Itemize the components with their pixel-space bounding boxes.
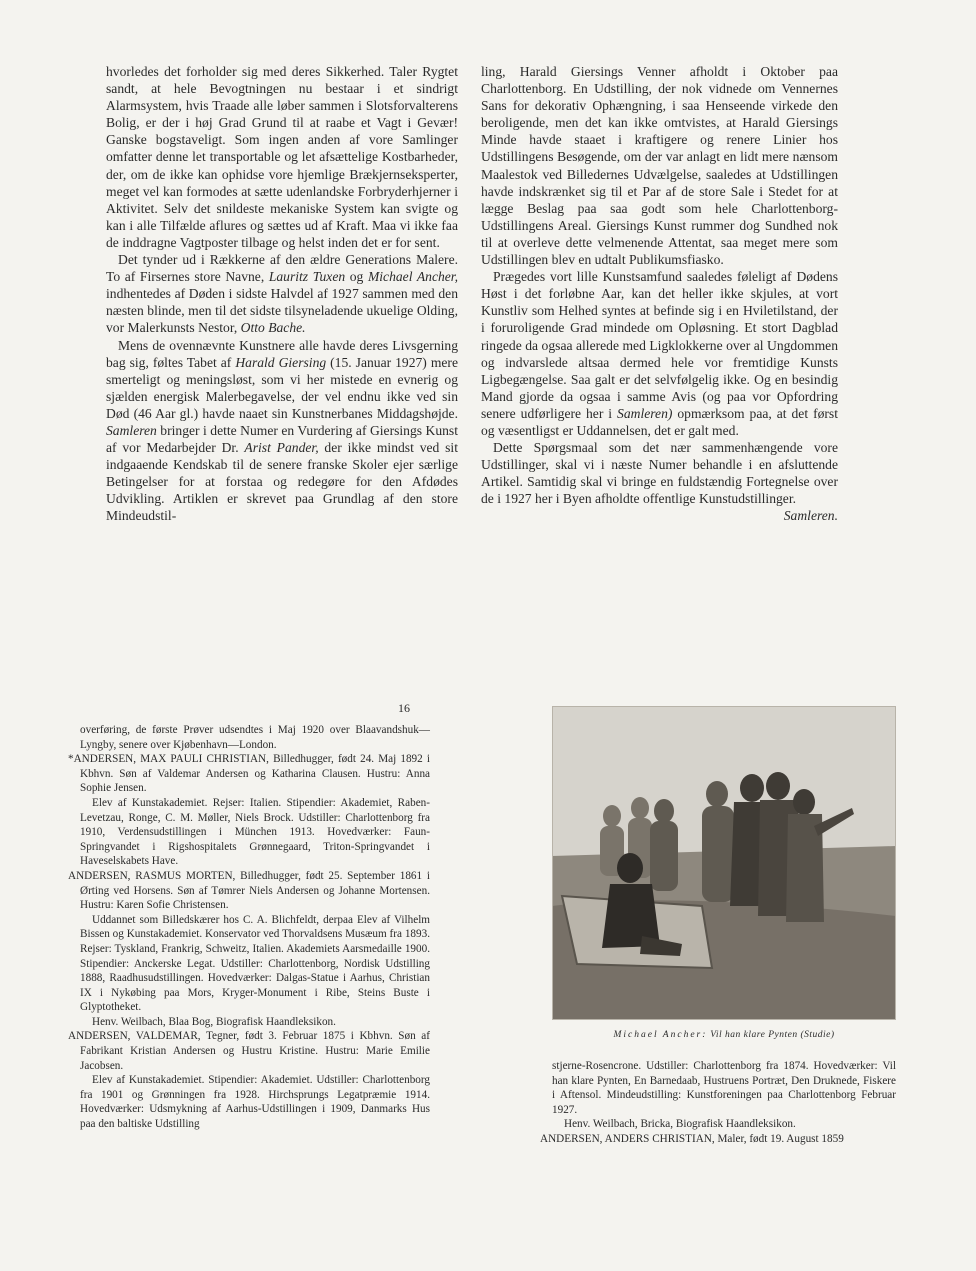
article-paragraph: Det tynder ud i Rækkerne af den ældre Generations Malere. To af Firsernes store Navne, Lauritz Tuxen og Michael Ancher, indhentedes af Døden i sidste Halvdel af 1927 sammen med den næsten blinde, men til det sidste tilsyneladende ukuelige Olding, vor Malerkunsts Nestor, Otto Bache. [106,252,458,336]
article-right-column [481,63,838,525]
painting-caption [552,1030,896,1040]
article-paragraph: Prægedes vort lille Kunstsamfund saaledes føleligt af Dødens Høst i det forløbne Aar, kan det heller ikke skjules, at vort Kunstliv som Helhed syntes at befinde sig i en Hviletilstand, der i foruroligende Grad mindede om Opløsning. Et stort Dagblad ringede da ogsaa allerede med Ligklokkerne over al Ungdommen og indvarslede altsaa dermed hele vor fremtidige Kunsts Ligbegængelse. Saa galt er det selvfølgelig ikke. Og en besindig Mand gjorde da ogsaa i samme Avis (og paa vor Opfordring senere udførligere her i Samleren) opmærksom paa, at det først og væsentligst er Uddannelsen, det er galt med. [481,269,838,438]
page-number: 16 [398,701,410,715]
signature: Samleren. [783,508,838,524]
bio-paragraph: Elev af Kunstakademiet. Stipendier: Akademiet. Udstiller: Charlottenborg fra 1901 og Grønningen fra 1928. Hirchsprungs Legatpræmie 1914. Hovedværker: Udsmykning af Aarhus-Udstillingen i 1909, Danmarks Hus paa den baltiske Udstilling [80,1074,430,1131]
bio-paragraph: overføring, de første Prøver udsendtes i Maj 1920 over Blaavandshuk—Lyngby, senere over Kjøbenhavn—London. [80,724,430,751]
bio-entry: ANDERSEN, VALDEMAR, Tegner, født 3. Februar 1875 i Kbhvn. Søn af Fabrikant Kristian Andersen og Hustru Kristine. Hustru: Marie Emilie Jacobsen. [68,1030,430,1072]
caption-artist: Michael Ancher: [613,1030,708,1040]
bio-entry: *ANDERSEN, MAX PAULI CHRISTIAN, Billedhugger, født 24. Maj 1892 i Kbhvn. Søn af Valdemar Andersen og Katharina Clausen. Hustru: Anna Sophie Jensen. [68,753,430,795]
article-paragraph: Mens de ovennævnte Kunstnere alle havde deres Livsgerning bag sig, føltes Tabet af Harald Giersing (15. Januar 1927) mere smerteligt og meningsløst, som vi her mistede en evnerig og sjælden energisk Malerbegavelse, der vel endnu ikke ved sin Død (46 Aar gl.) havde naaet sin Kunstnerbanes Middagshøjde. Samleren bringer i dette Numer en Vurdering af Giersings Kunst af vor Medarbejder Dr. Arist Pander, der ikke mindst ved sit indgaaende Kendskab til de senere franske Skoler ejer særlige Betingelser for at forstaa og redegøre for den Afdødes Udvikling. Artiklen er skrevet paa Grundlag af den store Mindeudstil- [106,337,458,524]
bio-paragraph: stjerne-Rosencrone. Udstiller: Charlottenborg fra 1874. Hovedværker: Vil han klare Pynten, En Barnedaab, Hustruens Portræt, Den Druknede, Fiskere i Aftensol. Mindeudstilling: Kunstforeningen paa Charlottenborg Februar 1927. [552,1060,896,1116]
bio-entry: ANDERSEN, ANDERS CHRISTIAN, Maler, født 19. August 1859 [540,1132,844,1145]
biography-right-column [540,1059,896,1147]
bio-paragraph: Henv. Weilbach, Bricka, Biografisk Haandleksikon. [564,1118,796,1131]
caption-title: Vil han klare Pynten (Studie) [710,1030,835,1040]
biography-left-column [68,723,430,1132]
article-left-column [106,63,458,525]
article-paragraph: Dette Spørgsmaal som det nær sammenhængende vore Udstillinger, skal vi i næste Numer behandle i en afsluttende Artikel. Samtidig skal vi bringe en fuldstændig Fortegnelse over de i 1927 her i Byen afholdte offentlige Kunstudstillinger. Samleren. [481,440,838,524]
bio-paragraph: Elev af Kunstakademiet. Rejser: Italien. Stipendier: Akademiet, Raben-Levetzau, Ronge, C. M. Møller, Niels Brock. Udstiller: Charlottenborg fra 1910, Verdensudstillingen i München 1913. Hovedværker: Faun-Springvandet i Rigshospitalets Grønnegaard, Triton-Springvandet i Haveselskabets Have. [80,796,430,868]
article-paragraph: hvorledes det forholder sig med deres Sikkerhed. Taler Rygtet sandt, at hele Bevogtningen nu bestaar i et sindrigt Alarmsystem, hvis Traade alle løber sammen i Slotsforvalterens Bolig, er der i høj Grad Grund til at raabe et Vagt i Gevær! Ganske bogstaveligt. Som ingen anden af vore Samlinger omfatter denne let transportable og let afsættelige Kostbarheder, der, om de ikke kan ophidse vore hjemlige Brækjernseksperter, meget vel kan formodes at sætte udenlandske Forbryderhjerner i Aktivitet. Selv det snildeste mekaniske System kan svigte og kan i alle Tilfælde aflures og sættes ud af Kraft. Maa vi ikke faa de inddragne Vagtposter tilbage og helst inden det er for sent. [106,64,458,250]
bio-paragraph: Uddannet som Billedskærer hos C. A. Blichfeldt, derpaa Elev af Vilhelm Bissen og Kunstakademiet. Konservator ved Thorvaldsens Musæum fra 1893. Rejser: Tyskland, Frankrig, Schweitz, Italien. Akademiets Aarsmedaille 1900. Stipendier: Anckerske Legat. Udstiller: Charlottenborg, Nordisk Udstilling 1888, Raadhusudstillingen. Hovedværker: Dalgas-Statue i Aarhus, Christian IX i Nykøbing paa Mors, Kryger-Monument i Ribe, Steins Buste i Glyptotheket. [80,913,430,1014]
article-paragraph: ling, Harald Giersings Venner afholdt i Oktober paa Charlottenborg. En Udstilling, der nok vidnede om Vennernes Sans for dekorativ Ophængning, i saa Henseende virkede den beroligende, men det kan ikke omtvistes, at Harald Giersings Minde havde staaet i kraftigere og renere Linier hos Udstillingens Besøgende, om der var anlagt en lidt mere nænsom Maalestok ved Billedernes Udvælgelse, saaledes at Udstillingen havde indskrænket sig til et Par af de store Sale i Stedet for at lægge Beslag paa saa godt som hele Charlottenborg-Udstillingens Areal. Giersings Kunst rummer dog Sundhed nok til at overleve dette velmenende Attentat, saa meget mere som Udstillingen blev en udtalt Publikumsfiasko. [481,64,838,268]
bio-paragraph: Henv. Weilbach, Blaa Bog, Biografisk Haandleksikon. [92,1015,336,1028]
painting-image [552,706,896,1020]
bio-entry: ANDERSEN, RASMUS MORTEN, Billedhugger, født 25. September 1861 i Ørting ved Horsens. Søn af Tømrer Niels Andersen og Johanne Mortensen. Hustru: Karen Sofie Christensen. [68,869,430,912]
